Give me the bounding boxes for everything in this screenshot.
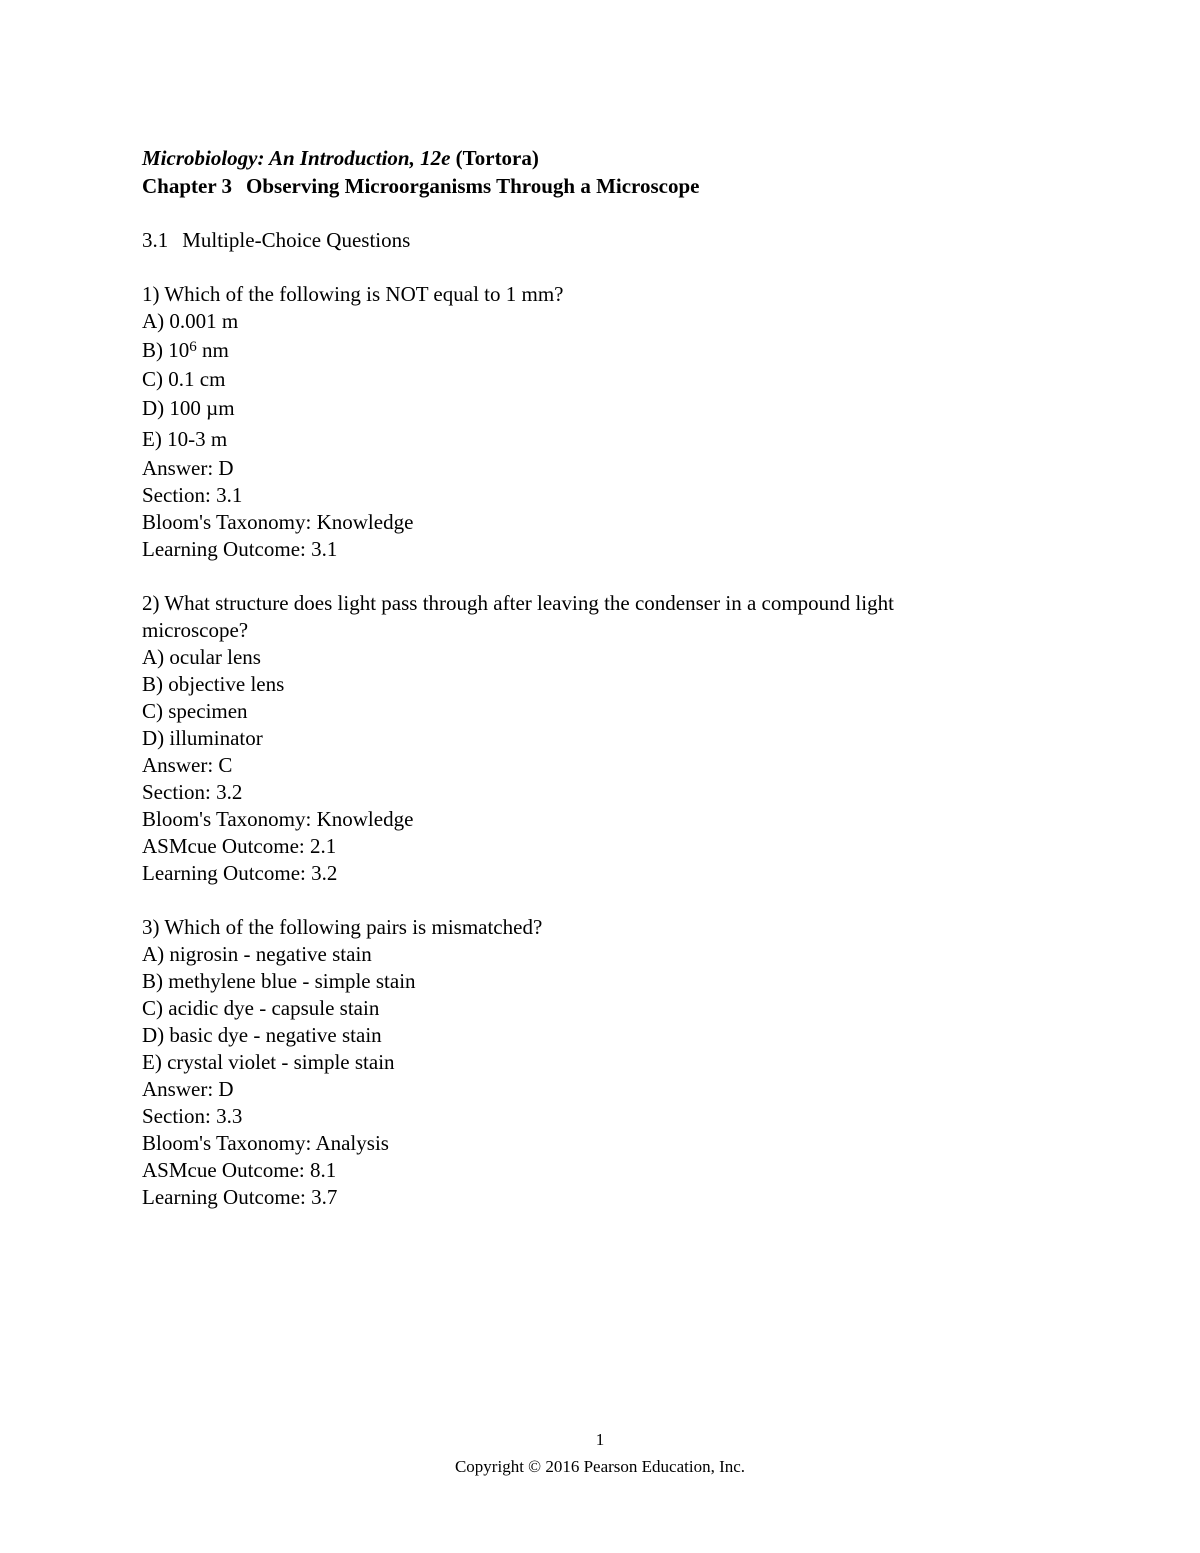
option-d: D) basic dye - negative stain — [142, 1023, 382, 1047]
option-b: B) methylene blue - simple stain — [142, 969, 416, 993]
book-author: (Tortora) — [455, 146, 539, 170]
answer: Answer: C — [142, 753, 233, 777]
option-d: D) illuminator — [142, 726, 263, 750]
learning-outcome: Learning Outcome: 3.2 — [142, 861, 338, 885]
option-b: B) objective lens — [142, 672, 285, 696]
page-number: 1 — [595, 1430, 605, 1449]
section-ref: Section: 3.2 — [142, 780, 243, 804]
chapter-heading — [142, 172, 1022, 200]
bloom-taxonomy: Bloom's Taxonomy: Analysis — [142, 1131, 389, 1155]
answer: Answer: D — [142, 456, 234, 480]
section-heading — [142, 227, 1022, 254]
option-d: D) 100 µm — [142, 396, 235, 420]
learning-outcome: Learning Outcome: 3.7 — [142, 1185, 338, 1209]
book-title: Microbiology: An Introduction, 12e — [142, 146, 451, 170]
chapter-label: Chapter 3 — [142, 174, 233, 198]
option-a: A) ocular lens — [142, 645, 261, 669]
exponent: 6 — [189, 339, 197, 355]
option-e: E) 10-3 m — [142, 427, 228, 451]
section-ref: Section: 3.3 — [142, 1104, 243, 1128]
section-number: 3.1 — [142, 228, 169, 252]
book-title-line — [142, 144, 1022, 172]
question-stem: 3) Which of the following pairs is mismatched? — [142, 915, 543, 939]
bloom-taxonomy: Bloom's Taxonomy: Knowledge — [142, 510, 414, 534]
option-c: C) acidic dye - capsule stain — [142, 996, 380, 1020]
chapter-title: Observing Microorganisms Through a Microscope — [246, 174, 700, 198]
question-2 — [142, 590, 1022, 887]
option-e: E) crystal violet - simple stain — [142, 1050, 395, 1074]
question-1 — [142, 281, 1022, 563]
option-a: A) nigrosin - negative stain — [142, 942, 372, 966]
learning-outcome: Learning Outcome: 3.1 — [142, 537, 338, 561]
question-3 — [142, 914, 1022, 1211]
page-content — [142, 144, 1022, 1211]
option-b: B) $10^6$ nm — [142, 338, 229, 362]
option-c: C) 0.1 cm — [142, 367, 226, 391]
option-a: A) 0.001 m — [142, 309, 239, 333]
question-stem: 2) What structure does light pass through after leaving the condenser in a compound light microscope? — [142, 591, 894, 642]
question-stem: 1) Which of the following is NOT equal to 1 mm? — [142, 282, 564, 306]
bloom-taxonomy: Bloom's Taxonomy: Knowledge — [142, 807, 414, 831]
option-c: C) specimen — [142, 699, 248, 723]
asmcue-outcome: ASMcue Outcome: 8.1 — [142, 1158, 337, 1182]
copyright-notice: Copyright © 2016 Pearson Education, Inc. — [454, 1457, 746, 1476]
answer: Answer: D — [142, 1077, 234, 1101]
asmcue-outcome: ASMcue Outcome: 2.1 — [142, 834, 337, 858]
section-ref: Section: 3.1 — [142, 483, 243, 507]
section-title: Multiple-Choice Questions — [182, 228, 411, 252]
